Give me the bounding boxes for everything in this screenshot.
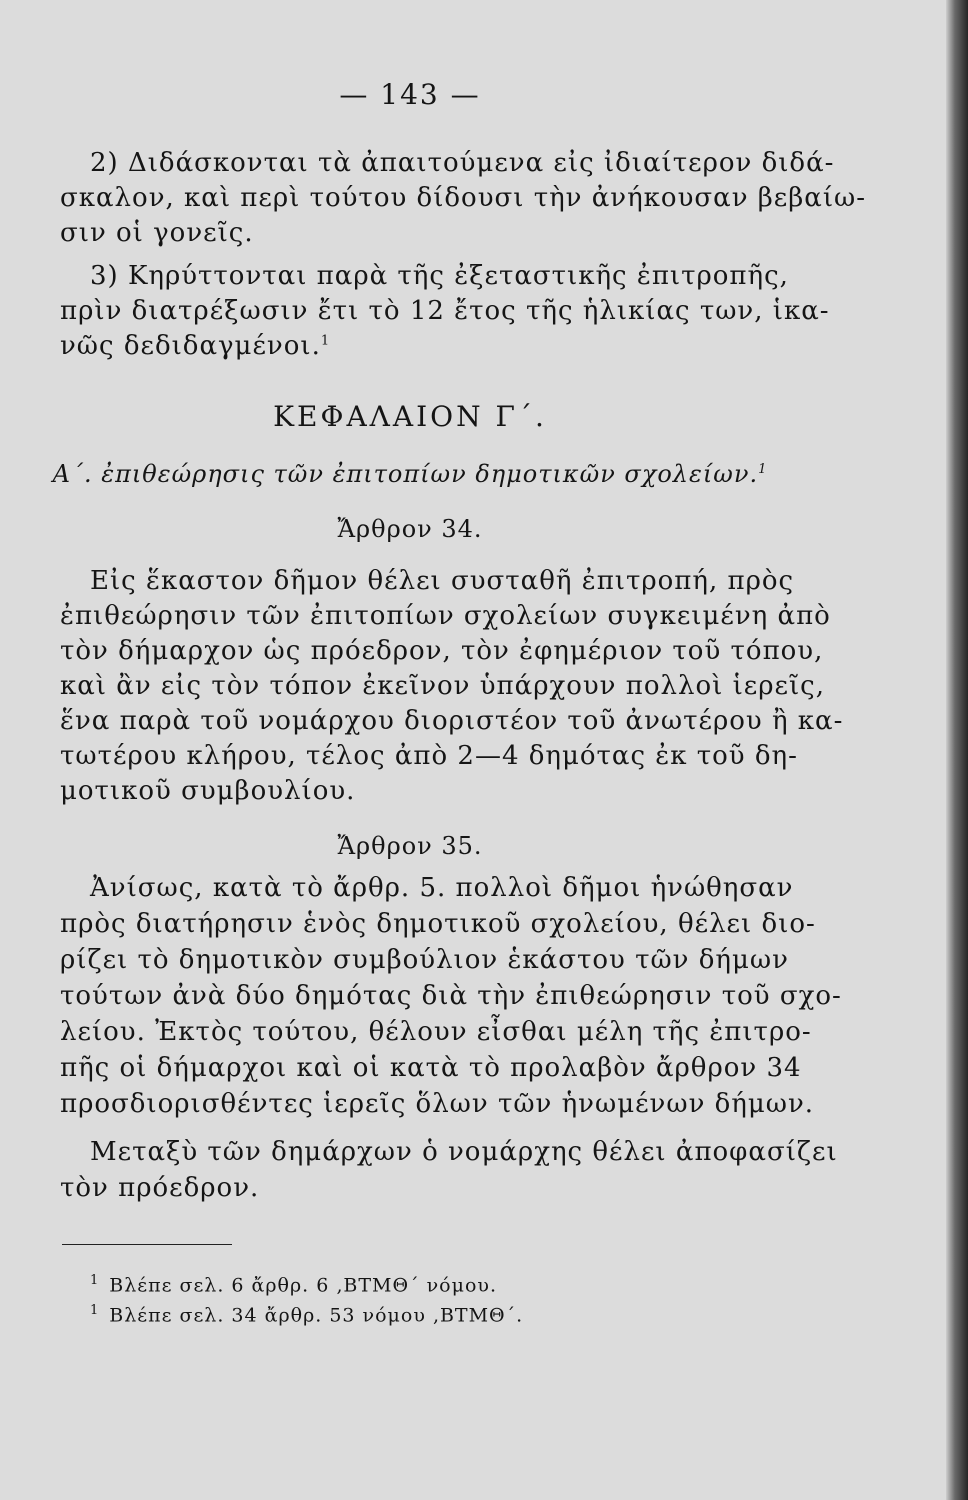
text-line: ρίζει τὸ δημοτικὸν συμβούλιον ἑκάστου τῶν δήμων xyxy=(60,945,789,975)
text-line: λείου. Ἐκτὸς τούτου, θέλουν εἶσθαι μέλη τῆς ἐπιτρο- xyxy=(60,1017,812,1047)
text-line: νῶς δεδιδαγμένοι.$^1$ xyxy=(60,331,331,361)
article-35-heading: Ἄρθρον 35. xyxy=(337,832,483,860)
text-line: πρὸς διατήρησιν ἑνὸς δημοτικοῦ σχολείου, θέλει διο- xyxy=(60,909,816,939)
text-line: πρὶν διατρέξωσιν ἔτι τὸ 12 ἔτος τῆς ἡλικίας των, ἱκα- xyxy=(60,296,830,326)
footnote-mark: 1 xyxy=(758,462,768,477)
text-line: ἕνα παρὰ τοῦ νομάρχου διοριστέον τοῦ ἀνωτέρου ἢ κα- xyxy=(60,706,844,736)
text-line: Μεταξὺ τῶν δημάρχων ὁ νομάρχης θέλει ἀποφασίζει xyxy=(90,1137,838,1167)
text-line: τωτέρου κλήρου, τέλος ἀπὸ 2—4 δημότας ἐκ τοῦ δη- xyxy=(60,741,798,771)
footnote-divider xyxy=(62,1244,232,1245)
text-line: σκαλον, καὶ περὶ τούτου δίδουσι τὴν ἀνήκουσαν βεβαίω- xyxy=(60,183,867,213)
page-edge xyxy=(946,0,968,1500)
footnote-text: Βλέπε σελ. 34 ἄρθρ. 53 νόμου ‚ΒΤΜΘ΄. xyxy=(109,1304,524,1327)
footnote-mark: 1 xyxy=(320,333,331,349)
chapter-title: ΚΕΦΑΛΑΙΟΝ Γ΄. xyxy=(273,400,547,433)
text-line: 2) Διδάσκονται τὰ ἀπαιτούμενα εἰς ἰδιαίτερον διδά- xyxy=(90,148,835,178)
footnote-2 xyxy=(90,1303,523,1326)
text-line: προσδιορισθέντες ἱερεῖς ὅλων τῶν ἡνωμένων δήμων. xyxy=(60,1089,815,1119)
footnote-mark: 1 xyxy=(90,1303,100,1318)
footnote-mark: 1 xyxy=(90,1273,100,1288)
section-title: Α΄. ἐπιθεώρησις τῶν ἐπιτοπίων δημοτικῶν σχολείων.$^1$ xyxy=(52,460,768,488)
text-line: καὶ ἂν εἰς τὸν τόπον ἐκεῖνον ὑπάρχουν πολλοὶ ἱερεῖς, xyxy=(60,671,826,701)
text-line: τούτων ἀνὰ δύο δημότας διὰ τὴν ἐπιθεώρησιν τοῦ σχο- xyxy=(60,981,842,1011)
text-line: μοτικοῦ συμβουλίου. xyxy=(60,776,356,806)
text-line: τὸν πρόεδρον. xyxy=(60,1173,260,1203)
text-line: σιν οἱ γονεῖς. xyxy=(60,218,254,248)
footnote-1 xyxy=(90,1273,497,1296)
text-line: Ἀνίσως, κατὰ τὸ ἄρθρ. 5. πολλοὶ δῆμοι ἡνώθησαν xyxy=(90,873,794,903)
text-line: 3) Κηρύττονται παρὰ τῆς ἐξεταστικῆς ἐπιτροπῆς, xyxy=(90,261,789,291)
text-line: ἐπιθεώρησιν τῶν ἐπιτοπίων σχολείων συγκειμένη ἀπὸ xyxy=(60,601,831,631)
article-34-heading: Ἄρθρον 34. xyxy=(337,515,483,543)
footnote-text: Βλέπε σελ. 6 ἄρθρ. 6 ‚ΒΤΜΘ΄ νόμου. xyxy=(109,1274,497,1297)
text-line: Εἰς ἕκαστον δῆμον θέλει συσταθῆ ἐπιτροπή, πρὸς xyxy=(90,566,795,596)
text-line: τὸν δήμαρχον ὡς πρόεδρον, τὸν ἐφημέριον τοῦ τόπου, xyxy=(60,636,824,666)
page-number: — 143 — xyxy=(339,78,481,111)
text-line: πῆς οἱ δήμαρχοι καὶ οἱ κατὰ τὸ προλαβὸν ἄρθρον 34 xyxy=(60,1053,802,1083)
